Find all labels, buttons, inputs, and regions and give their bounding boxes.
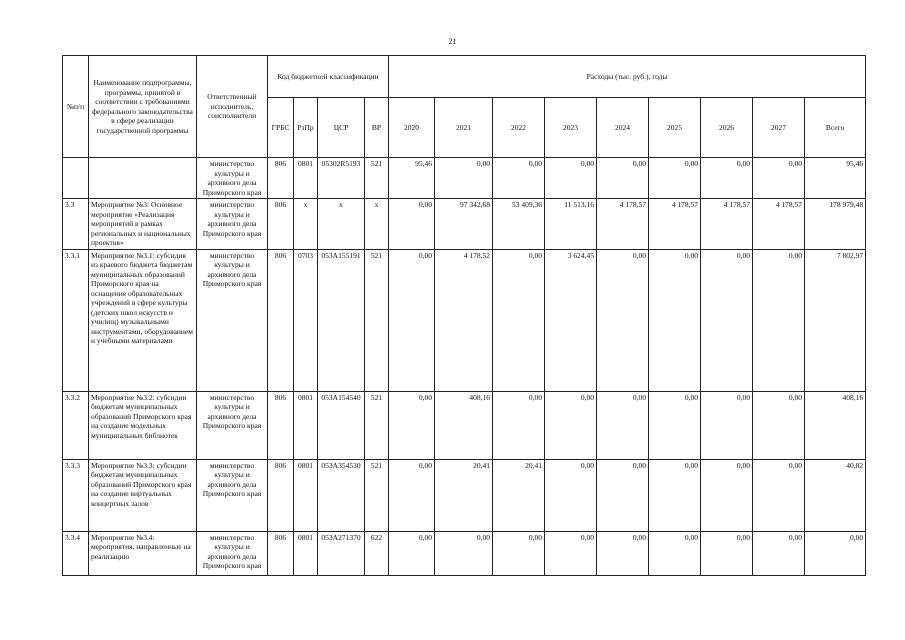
row-value-2025: 0,00 [649,459,701,531]
row-value-2023: 0,00 [545,459,597,531]
row-value-2021: 408,16 [435,391,493,459]
row-value-2025: 0,00 [649,249,701,391]
row-executor: министерство культуры и архивного дела Приморского края [197,531,268,575]
header-vr: ВР [365,98,389,158]
row-value-2025: 0,00 [649,158,701,199]
header-year-2023: 2023 [545,98,597,158]
header-year-2020: 2020 [389,98,435,158]
row-vr: 521 [365,158,389,199]
row-value-2020: 0,00 [389,459,435,531]
row-value-2024: 0,00 [597,391,649,459]
row-executor: министерство культуры и архивного дела Приморского края [197,459,268,531]
row-csr: x [318,199,365,250]
row-value-2027: 0,00 [753,158,805,199]
row-value-2027: 4 178,57 [753,199,805,250]
row-value-2024: 0,00 [597,531,649,575]
row-value-2021: 97 342,68 [435,199,493,250]
row-grbs: 806 [268,158,294,199]
row-csr: 053A354530 [318,459,365,531]
header-expenses: Расходы (тыс. руб.), годы [389,56,866,98]
row-value-2023: 11 513,16 [545,199,597,250]
row-total: 408,16 [805,391,866,459]
header-grbs: ГРБС [268,98,294,158]
table-row [63,199,866,250]
row-value-2022: 53 409,36 [493,199,545,250]
header-year-2025: 2025 [649,98,701,158]
row-vr: 521 [365,249,389,391]
table-row [63,391,866,459]
row-value-2027: 0,00 [753,391,805,459]
row-grbs: 806 [268,531,294,575]
row-vr: x [365,199,389,250]
header-rzpr: РзПр [294,98,318,158]
row-rzpr: 0801 [294,391,318,459]
row-value-2027: 0,00 [753,249,805,391]
row-num: 3.3 [63,199,89,250]
row-grbs: 806 [268,249,294,391]
row-name: Мероприятие №3.3: субсидии бюджетам муниципальных образований Приморского края на создание виртуальных концертных залов [89,459,197,531]
header-year-2021: 2021 [435,98,493,158]
row-csr: 053A155191 [318,249,365,391]
row-vr: 622 [365,531,389,575]
row-value-2024: 0,00 [597,249,649,391]
row-value-2022: 20,41 [493,459,545,531]
row-name: Мероприятие №3: Основное мероприятие «Реализация мероприятий в рамках региональных и национальных проектов» [89,199,197,250]
header-csr: ЦСР [318,98,365,158]
row-value-2025: 0,00 [649,391,701,459]
row-total: 7 802,97 [805,249,866,391]
header-name: Наименование подпрограммы, программы, принятой в соответствии с требованиями федерального законодательства в сфере реализации государственной программы [89,56,197,158]
header-executor: Ответственный исполнитель, соисполнители [197,56,268,158]
header-year-2024: 2024 [597,98,649,158]
row-value-2027: 0,00 [753,459,805,531]
row-value-2023: 3 624,45 [545,249,597,391]
row-value-2022: 0,00 [493,158,545,199]
table-row [63,158,866,199]
row-csr: 053A154540 [318,391,365,459]
row-value-2026: 0,00 [701,459,753,531]
row-executor: министерство культуры и архивного дела Приморского края [197,158,268,199]
row-rzpr: x [294,199,318,250]
row-num: 3.3.1 [63,249,89,391]
row-num: 3.3.3 [63,459,89,531]
row-value-2021: 4 178,52 [435,249,493,391]
row-rzpr: 0801 [294,531,318,575]
row-rzpr: 0801 [294,459,318,531]
row-value-2021: 0,00 [435,158,493,199]
row-vr: 521 [365,391,389,459]
row-value-2022: 0,00 [493,531,545,575]
row-value-2026: 0,00 [701,531,753,575]
row-csr: 05302R5193 [318,158,365,199]
row-value-2022: 0,00 [493,391,545,459]
row-num: 3.3.4 [63,531,89,575]
row-value-2024: 0,00 [597,459,649,531]
row-value-2024: 0,00 [597,158,649,199]
row-rzpr: 0801 [294,158,318,199]
row-value-2021: 0,00 [435,531,493,575]
row-value-2020: 0,00 [389,531,435,575]
header-year-2027: 2027 [753,98,805,158]
row-value-2026: 0,00 [701,391,753,459]
header-year-2026: 2026 [701,98,753,158]
row-rzpr: 0703 [294,249,318,391]
table-row [63,531,866,575]
row-value-2020: 0,00 [389,199,435,250]
row-value-2026: 4 178,57 [701,199,753,250]
row-value-2025: 0,00 [649,531,701,575]
row-name: Мероприятие №3.2: субсидии бюджетам муниципальных образований Приморского края на создание модельных муниципальных библиотек [89,391,197,459]
row-name: Мероприятие №3.4: мероприятия, направленные на реализацию [89,531,197,575]
row-value-2021: 20,41 [435,459,493,531]
row-executor: министерство культуры и архивного дела Приморского края [197,249,268,391]
row-value-2023: 0,00 [545,158,597,199]
budget-table [62,55,866,576]
row-num [63,158,89,199]
table-row [63,249,866,391]
row-grbs: 806 [268,459,294,531]
row-num: 3.3.2 [63,391,89,459]
row-executor: министерство культуры и архивного дела Приморского края [197,199,268,250]
row-value-2026: 0,00 [701,158,753,199]
header-total: Всего [805,98,866,158]
row-total: 95,46 [805,158,866,199]
row-value-2024: 4 178,57 [597,199,649,250]
row-value-2027: 0,00 [753,531,805,575]
table-row [63,459,866,531]
row-csr: 053A271370 [318,531,365,575]
row-value-2025: 4 178,57 [649,199,701,250]
row-value-2026: 0,00 [701,249,753,391]
row-total: 40,82 [805,459,866,531]
row-value-2023: 0,00 [545,391,597,459]
row-value-2020: 95,46 [389,158,435,199]
row-value-2020: 0,00 [389,249,435,391]
header-row-1 [63,56,866,98]
row-name: Мероприятие №3.1: субсидия из краевого бюджета бюджетам муниципальных образований Приморского края на оснащение образовательных учреждений в сфере культуры (детских школ искусств и училищ) музыкальными инструментами, оборудованием и учебными материалами [89,249,197,391]
header-year-2022: 2022 [493,98,545,158]
row-value-2022: 0,00 [493,249,545,391]
row-name [89,158,197,199]
row-total: 0,00 [805,531,866,575]
row-executor: министерство культуры и архивного дела Приморского края [197,391,268,459]
row-total: 178 979,48 [805,199,866,250]
header-budget-code: Код бюджетной классификации [268,56,389,98]
row-vr: 521 [365,459,389,531]
page-number: 21 [448,37,457,46]
row-value-2023: 0,00 [545,531,597,575]
row-grbs: 806 [268,199,294,250]
header-num: №п/п [63,56,89,158]
row-grbs: 806 [268,391,294,459]
row-value-2020: 0,00 [389,391,435,459]
